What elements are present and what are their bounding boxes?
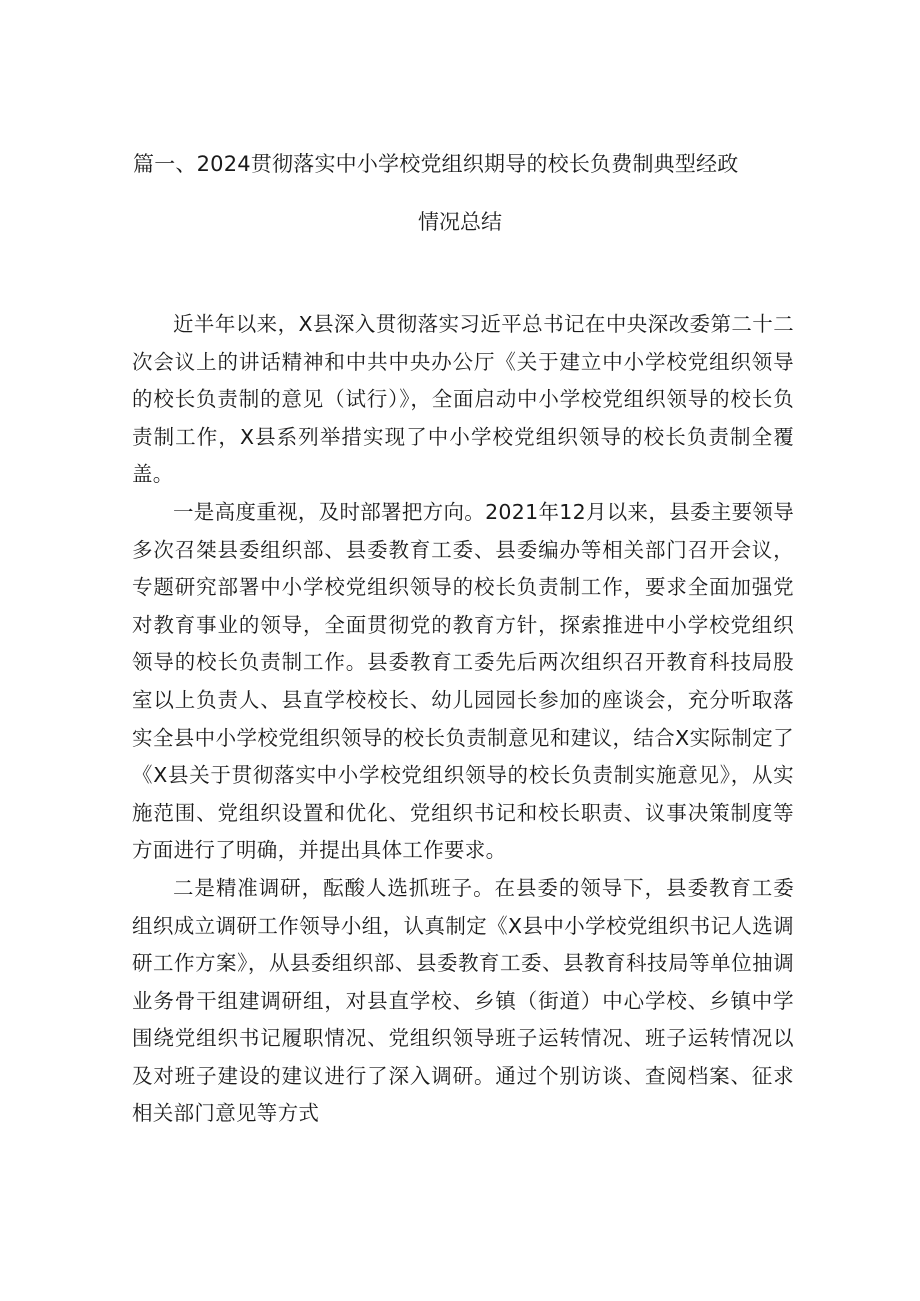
document-title-line-1: 篇一、2024贯彻落实中小学校党组织期导的校长负费制典型经政 [133, 152, 739, 176]
paragraph-point-one: 一是高度重视，及时部署把方向。2021年12月以来，县委主要领导多次召桀县委组织部、县委教育工委、县委编办等相关部门召开会议，专题研究部署中小学校党组织领导的校长负责制工作，要求全面加强党对教育事业的领导，全面贯彻党的教育方针，探索推进中小学校党组织领导的校长负责制工作。县委教育工委先后两次组织召开教育科技局股室以上负责人、县直学校校长、幼儿园园长参加的座谈会，充分听取落实全县中小学校党组织领导的校长负责制意见和建议，结合X实际制定了《X县关于贯彻落实中小学校党组织领导的校长负责制实施意见》，从实施范围、党组织设置和优化、党组织书记和校长职责、议事决策制度等方面进行了明确，并提出具体工作要求。 [132, 499, 794, 863]
document-body [132, 306, 794, 1133]
paragraph-intro: 近半年以来，X县深入贯彻落实习近平总书记在中央深改委第二十二次会议上的讲话精神和中共中央办公厅《关于建立中小学校党组织领导的校长负责制的意见（试行）》，全面启动中小学校党组织领导的校长负责制工作，X县系列举措实现了中小学校党组织领导的校长负责制全覆盖。 [132, 312, 794, 487]
paragraph-point-two: 二是精准调研，酝酸人选抓班子。在县委的领导下，县委教育工委组织成立调研工作领导小组，认真制定《X县中小学校党组织书记人选调研工作方案》，从县委组织部、县委教育工委、县教育科技局等单位抽调业务骨干组建调研组，对县直学校、乡镇（街道）中心学校、乡镇中学围绕党组织书记履职情况、党组织领导班子运转情况、班子运转情况以及对班子建设的建议进行了深入调研。通过个别访谈、查阅档案、征求相关部门意见等方式 [132, 875, 794, 1126]
document-title-line-2: 情况总结 [418, 210, 502, 234]
